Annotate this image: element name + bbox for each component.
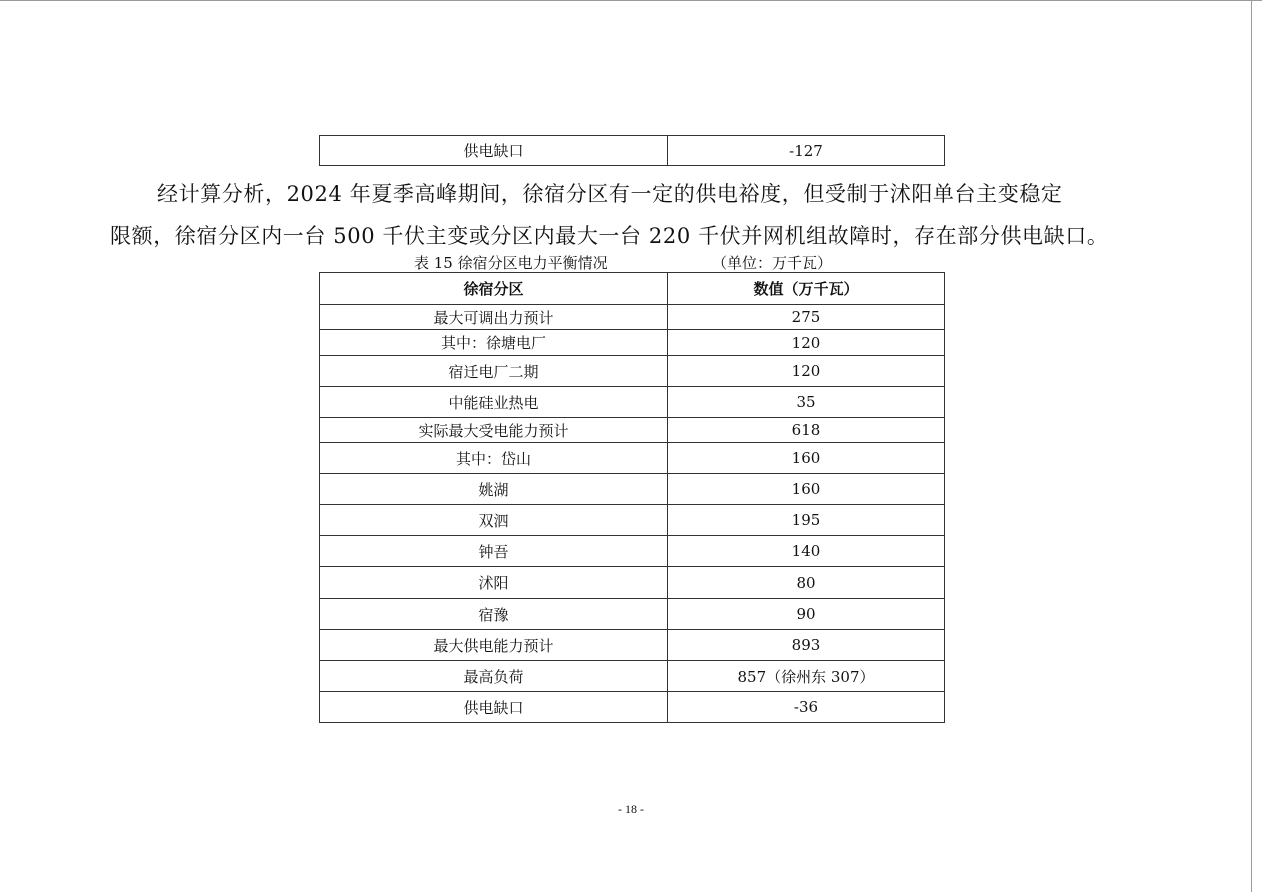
table-row [320,387,945,418]
table-row [320,599,945,630]
table-row [320,330,945,356]
table-cell-value: 160 [668,443,945,474]
table-cell-value: 857（徐州东 307） [668,661,945,692]
table-cell-label: 沭阳 [320,567,668,599]
table-row [320,692,945,723]
table-caption-title: 表 15 徐宿分区电力平衡情况 [414,254,608,272]
table-cell-label: 双泗 [320,505,668,536]
page-number: - 18 - [618,802,644,816]
table-cell-label: 其中：岱山 [320,443,668,474]
table-cell-label: 姚湖 [320,474,668,505]
power-balance-table [319,272,945,723]
table-cell-value: 120 [668,356,945,387]
table-cell-value: 618 [668,418,945,443]
table-cell-label: 最高负荷 [320,661,668,692]
table-row [320,630,945,661]
table-row [320,136,945,166]
table-cell-value: -127 [668,136,945,166]
table-cell-label: 其中：徐塘电厂 [320,330,668,356]
table-cell-value: -36 [668,692,945,723]
table-cell-label: 供电缺口 [320,136,668,166]
table-cell-value: 80 [668,567,945,599]
table-cell-label: 最大供电能力预计 [320,630,668,661]
table-cell-value: 893 [668,630,945,661]
page-right-border [1251,0,1252,892]
table-cell-label: 实际最大受电能力预计 [320,418,668,443]
table-cell-label: 钟吾 [320,536,668,567]
table-cell-label: 宿豫 [320,599,668,630]
table-cell-label: 宿迁电厂二期 [320,356,668,387]
table-header-region: 徐宿分区 [320,273,668,305]
table-header-value: 数值（万千瓦） [668,273,945,305]
table-cell-label: 中能硅业热电 [320,387,668,418]
table-cell-value: 275 [668,305,945,330]
table-row [320,536,945,567]
table-cell-value: 120 [668,330,945,356]
table-cell-value: 195 [668,505,945,536]
table-row [320,443,945,474]
table-row [320,305,945,330]
table-cell-value: 160 [668,474,945,505]
body-paragraph-line-2: 限额，徐宿分区内一台 500 千伏主变或分区内最大一台 220 千伏并网机组故障时，存在部分供电缺口。 [110,224,1109,248]
table-cell-label: 供电缺口 [320,692,668,723]
table-cell-value: 35 [668,387,945,418]
table-row [320,474,945,505]
table-row [320,418,945,443]
page-top-border [0,0,1262,1]
table-caption-unit: （单位：万千瓦） [712,254,833,272]
table-row [320,356,945,387]
continued-table [319,135,945,166]
table-row [320,567,945,599]
table-row [320,505,945,536]
table-cell-value: 140 [668,536,945,567]
body-paragraph-line-1: 经计算分析，2024 年夏季高峰期间，徐宿分区有一定的供电裕度，但受制于沭阳单台主变稳定 [157,182,1063,206]
table-cell-value: 90 [668,599,945,630]
table-row [320,661,945,692]
table-header-row [320,273,945,305]
table-cell-label: 最大可调出力预计 [320,305,668,330]
